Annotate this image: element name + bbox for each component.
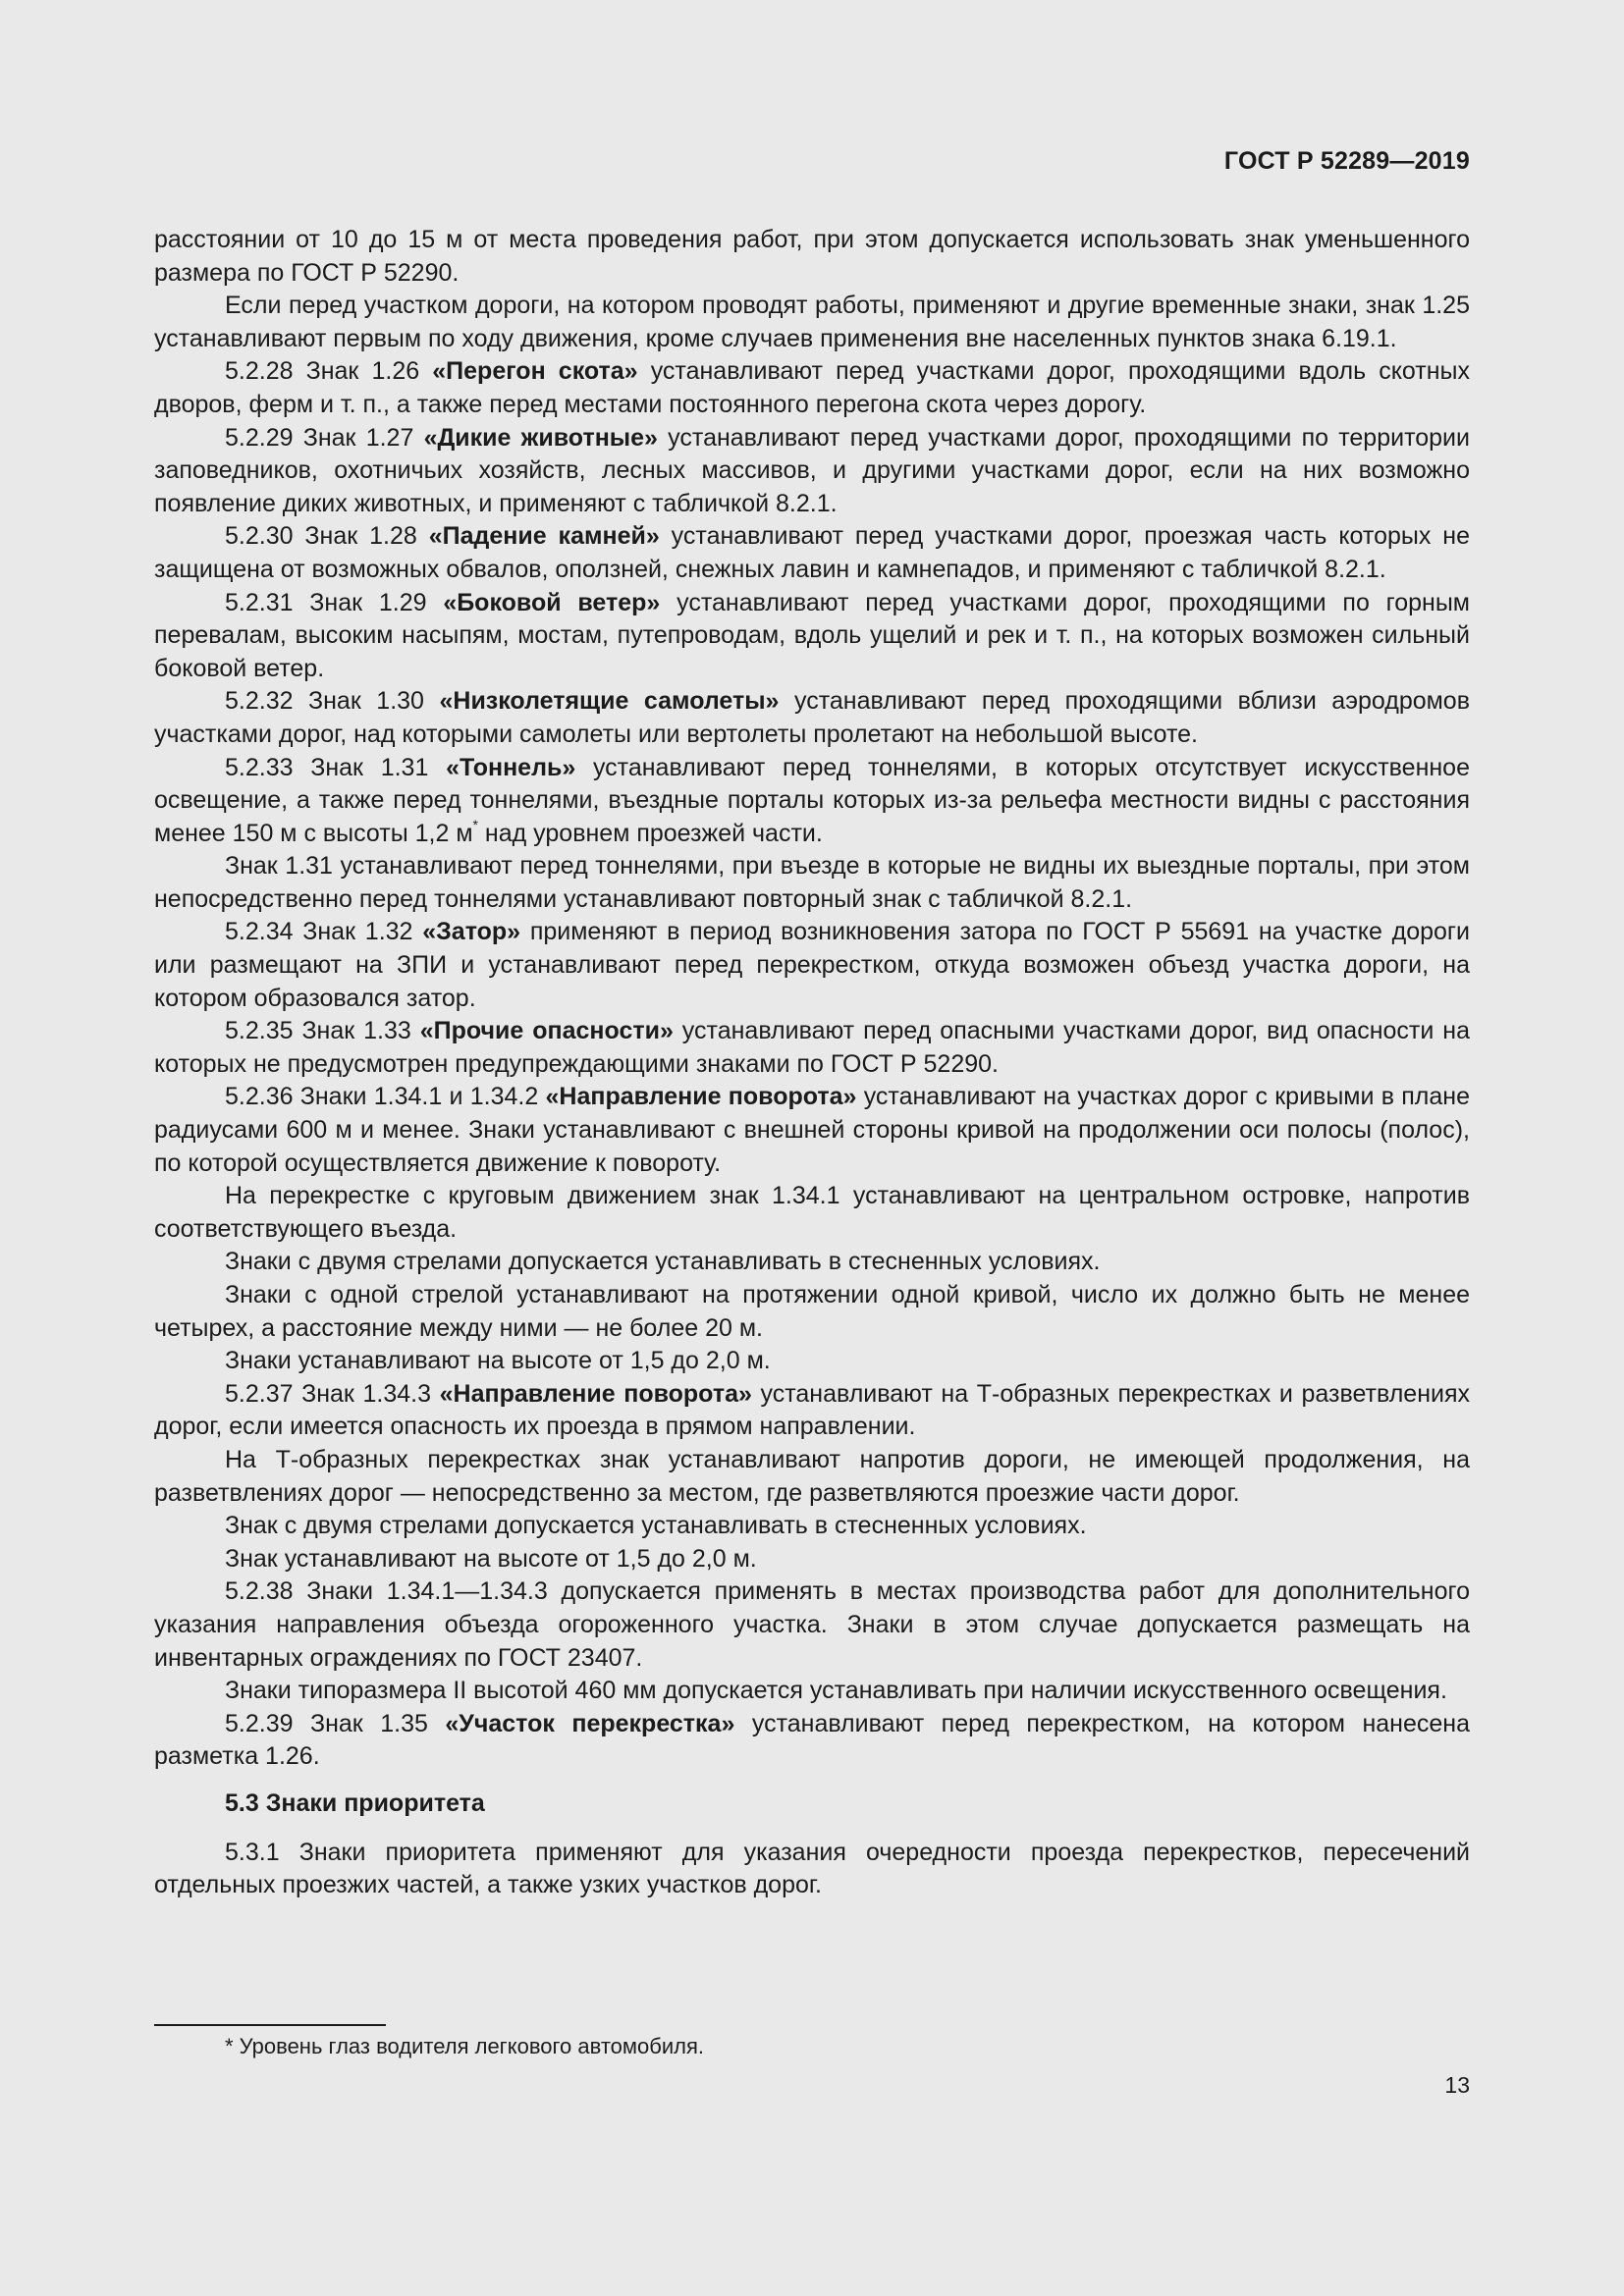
text-run: устанавливают перед участками дорог, проходящими по горным перевалам, высоким насыпям, мостам, путепроводам, вдоль ущелий и рек и т. п., на которых возможен сильный боковой ветер.: [154, 588, 1470, 682]
bold-term: «Перегон скота»: [432, 357, 638, 386]
paragraph: [154, 224, 1470, 290]
text-run: Знак устанавливают на высоте от 1,5 до 2,0 м.: [225, 1544, 757, 1573]
text-run: расстоянии от 10 до 15 м от места проведения работ, при этом допускается использовать знак уменьшенного размера по ГОСТ Р 52290.: [154, 226, 1470, 287]
text-run: Если перед участком дороги, на котором проводят работы, применяют и другие временные знаки, знак 1.25 устанавливают первым по ходу движения, кроме случаев применения вне населенных пунктов знака 6.19.1.: [154, 292, 1470, 352]
text-run: 5.2.28 Знак 1.26: [225, 357, 433, 386]
text-run: устанавливают перед проходящими вблизи аэродромов участками дорог, над которыми самолеты или вертолеты пролетают на небольшой высоте.: [154, 687, 1470, 748]
bold-term: 5.3 Знаки приоритета: [225, 1789, 485, 1817]
paragraph: [154, 422, 1470, 521]
text-run: устанавливают перед перекрестком, на котором нанесена разметка 1.26.: [154, 1709, 1470, 1771]
text-run: устанавливают перед участками дорог, проходящими вдоль скотных дворов, ферм и т. п., а также перед местами постоянного перегона скота через дорогу.: [154, 357, 1471, 418]
bold-term: «Затор»: [422, 918, 521, 946]
text-run: 5.2.32 Знак 1.30: [225, 687, 440, 716]
text-run: На Т-образных перекрестках знак устанавливают напротив дороги, не имеющей продолжения, на разветвлениях дорог — непосредственно за местом, где разветвляются проезжие части дорог.: [154, 1445, 1470, 1507]
text-run: 5.2.36 Знаки 1.34.1 и 1.34.2: [225, 1083, 546, 1111]
text-run: 5.2.37 Знак 1.34.3: [225, 1379, 440, 1408]
text-run: 5.2.31 Знак 1.29: [225, 588, 444, 616]
paragraph: [154, 1444, 1470, 1510]
paragraph: [154, 1543, 1470, 1576]
document-header: ГОСТ Р 52289—2019: [1223, 147, 1470, 175]
text-run: Знак 1.31 устанавливают перед тоннелями, при въезде в которые не видны их выездные порталы, при этом непосредственно перед тоннелями устанавливают повторный знак с табличкой 8.2.1.: [154, 852, 1470, 913]
paragraph: [154, 685, 1470, 751]
bold-term: «Низколетящие самолеты»: [439, 687, 780, 716]
paragraph: [154, 1081, 1470, 1180]
text-run: устанавливают перед тоннелями, в которых отсутствует искусственное освещение, а также перед тоннелями, въездные порталы которых из-за рельефа местности видны с расстояния менее 150 м с высоты 1,2 м: [154, 753, 1470, 847]
paragraph: [154, 1246, 1470, 1279]
text-run: 5.2.33 Знак 1.31: [225, 753, 447, 781]
bold-term: «Дикие животные»: [423, 423, 658, 452]
footnote: * Уровень глаз водителя легкового автомобиля.: [225, 2034, 704, 2058]
text-run: Знаки устанавливают на высоте от 1,5 до 2,0 м.: [225, 1347, 771, 1375]
document-body: [154, 224, 1470, 1902]
footnote-marker: *: [472, 817, 478, 833]
text-run: На перекрестке с круговым движением знак 1.34.1 устанавливают на центральном островке, напротив соответствующего въезда.: [154, 1182, 1470, 1243]
text-run: 5.3.1 Знаки приоритета применяют для указания очередности проезда перекрестков, пересечений отдельных проезжих частей, а также узких участков дорог.: [154, 1838, 1470, 1899]
paragraph: [154, 850, 1470, 916]
text-run: 5.2.34 Знак 1.32: [225, 918, 423, 946]
paragraph: [154, 1015, 1470, 1081]
paragraph: [154, 1837, 1470, 1902]
bold-term: «Направление поворота»: [545, 1083, 857, 1111]
bold-term: «Направление поворота»: [439, 1379, 752, 1408]
text-run: 5.2.38 Знаки 1.34.1—1.34.3 допускается применять в местах производства работ для дополнительного указания направления объезда огороженного участка. Знаки в этом случае допускается размещать на инвентарных ограждениях по ГОСТ 23407.: [154, 1577, 1470, 1672]
paragraph: [154, 520, 1470, 586]
text-run: над уровнем проезжей части.: [477, 819, 823, 847]
paragraph: [154, 1675, 1470, 1708]
paragraph: [154, 1708, 1470, 1774]
paragraph: [154, 587, 1470, 686]
paragraph: [154, 1279, 1470, 1345]
text-run: применяют в период возникновения затора по ГОСТ Р 55691 на участке дороги или размещают на ЗПИ и устанавливают перед перекрестком, откуда возможен объезд участка дороги, на котором образовался затор.: [154, 918, 1471, 1012]
text-run: устанавливают перед опасными участками дорог, вид опасности на которых не предусмотрен предупреждающими знаками по ГОСТ Р 52290.: [154, 1017, 1470, 1078]
paragraph: [154, 1575, 1470, 1675]
text-run: 5.2.39 Знак 1.35: [225, 1709, 446, 1737]
bold-term: «Тоннель»: [446, 753, 576, 781]
text-run: Знак с двумя стрелами допускается устанавливать в стесненных условиях.: [225, 1512, 1087, 1540]
paragraph: [154, 290, 1470, 355]
paragraph: [154, 1378, 1470, 1444]
text-run: Знаки типоразмера II высотой 460 мм допускается устанавливать при наличии искусственного освещения.: [225, 1677, 1447, 1705]
paragraph: [154, 1345, 1470, 1378]
page-number: 13: [1444, 2072, 1470, 2098]
text-run: устанавливают на участках дорог с кривыми в плане радиусами 600 м и менее. Знаки устанавливают с внешней стороны кривой на продолжении оси полосы (полос), по которой осуществляется движение к повороту.: [154, 1083, 1470, 1177]
paragraph: [154, 355, 1470, 421]
text-run: устанавливают перед участками дорог, проходящими по территории заповедников, охотничьих хозяйств, лесных массивов, и другими участками дорог, если на них возможно появление диких животных, и применяют с табличкой 8.2.1.: [154, 423, 1470, 517]
text-run: 5.2.30 Знак 1.28: [225, 522, 429, 551]
text-run: Знаки с одной стрелой устанавливают на протяжении одной кривой, число их должно быть не менее четырех, а расстояние между ними — не более 20 м.: [154, 1281, 1470, 1342]
paragraph: [154, 916, 1470, 1015]
paragraph: [154, 1180, 1470, 1246]
paragraph: [154, 1510, 1470, 1543]
bold-term: «Падение камней»: [428, 522, 660, 551]
text-run: устанавливают перед участками дорог, проезжая часть которых не защищена от возможных обвалов, оползней, снежных лавин и камнепадов, и применяют с табличкой 8.2.1.: [154, 522, 1470, 583]
footnote-divider: [154, 2024, 386, 2026]
bold-term: «Прочие опасности»: [419, 1017, 674, 1045]
bold-term: «Боковой ветер»: [443, 588, 661, 616]
bold-term: «Участок перекрестка»: [445, 1709, 735, 1737]
text-run: 5.2.29 Знак 1.27: [225, 423, 424, 452]
text-run: 5.2.35 Знак 1.33: [225, 1017, 420, 1045]
paragraph: [154, 752, 1470, 851]
text-run: Знаки с двумя стрелами допускается устанавливать в стесненных условиях.: [225, 1248, 1101, 1276]
section-heading: [154, 1788, 1470, 1821]
text-run: устанавливают на Т-образных перекрестках и разветвлениях дорог, если имеется опасность их проезда в прямом направлении.: [154, 1379, 1470, 1441]
